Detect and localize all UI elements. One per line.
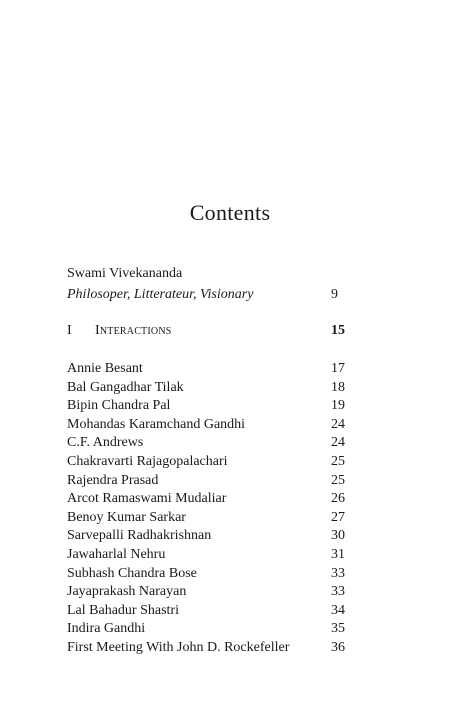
entry-name: First Meeting With John D. Rockefeller bbox=[67, 639, 290, 655]
entry-page: 35 bbox=[331, 621, 345, 637]
contents-entry bbox=[67, 509, 357, 528]
entry-page: 24 bbox=[331, 416, 345, 432]
entry-name: Bipin Chandra Pal bbox=[67, 398, 171, 414]
contents-entry bbox=[67, 472, 357, 491]
entry-page: 26 bbox=[331, 491, 345, 507]
entry-name: Jayaprakash Narayan bbox=[67, 584, 187, 600]
contents-list bbox=[67, 360, 357, 658]
contents-entry bbox=[67, 397, 357, 416]
contents-entry bbox=[67, 602, 357, 621]
section-page: 15 bbox=[331, 323, 345, 338]
entry-page: 25 bbox=[331, 472, 345, 488]
entry-name: Lal Bahadur Shastri bbox=[67, 602, 179, 618]
entry-page: 24 bbox=[331, 435, 345, 451]
entry-page: 17 bbox=[331, 361, 345, 376]
contents-entry bbox=[67, 434, 357, 453]
contents-entry bbox=[67, 620, 357, 639]
entry-page: 30 bbox=[331, 528, 345, 544]
entry-name: Mohandas Karamchand Gandhi bbox=[67, 416, 246, 432]
contents-entry bbox=[67, 360, 357, 379]
entry-page: 33 bbox=[331, 584, 345, 600]
entry-name: Arcot Ramaswami Mudaliar bbox=[67, 491, 227, 507]
entry-name: Rajendra Prasad bbox=[67, 472, 159, 488]
entry-page: 25 bbox=[331, 453, 345, 469]
entry-name: Chakravarti Rajagopalachari bbox=[67, 453, 228, 469]
contents-entry bbox=[67, 416, 357, 435]
section-title: Interactions bbox=[95, 323, 172, 338]
contents-entry bbox=[67, 546, 357, 565]
entry-name: Indira Gandhi bbox=[67, 621, 146, 637]
contents-entry bbox=[67, 527, 357, 546]
contents-entry bbox=[67, 639, 357, 658]
entry-name: Sarvepalli Radhakrishnan bbox=[67, 528, 212, 544]
entry-page: 31 bbox=[331, 546, 345, 562]
intro-entry-subtitle: Philosoper, Litterateur, Visionary bbox=[67, 287, 254, 302]
entry-name: Bal Gangadhar Tilak bbox=[67, 379, 184, 395]
entry-name: Subhash Chandra Bose bbox=[67, 565, 197, 581]
section-number: I bbox=[67, 323, 72, 338]
intro-entry-page: 9 bbox=[331, 287, 338, 302]
contents-entry bbox=[67, 453, 357, 472]
entry-page: 19 bbox=[331, 398, 345, 414]
contents-entry bbox=[67, 490, 357, 509]
contents-entry bbox=[67, 565, 357, 584]
intro-entry-title: Swami Vivekananda bbox=[67, 266, 183, 281]
entry-page: 18 bbox=[331, 379, 345, 395]
contents-entry bbox=[67, 583, 357, 602]
entry-name: Annie Besant bbox=[67, 361, 143, 376]
entry-name: Benoy Kumar Sarkar bbox=[67, 509, 186, 525]
entry-name: C.F. Andrews bbox=[67, 435, 144, 451]
entry-page: 27 bbox=[331, 509, 345, 525]
page-title: Contents bbox=[189, 200, 271, 225]
entry-name: Jawaharlal Nehru bbox=[67, 546, 166, 562]
entry-page: 36 bbox=[331, 639, 345, 655]
entry-page: 33 bbox=[331, 565, 345, 581]
contents-entry bbox=[67, 379, 357, 398]
entry-page: 34 bbox=[331, 602, 345, 618]
